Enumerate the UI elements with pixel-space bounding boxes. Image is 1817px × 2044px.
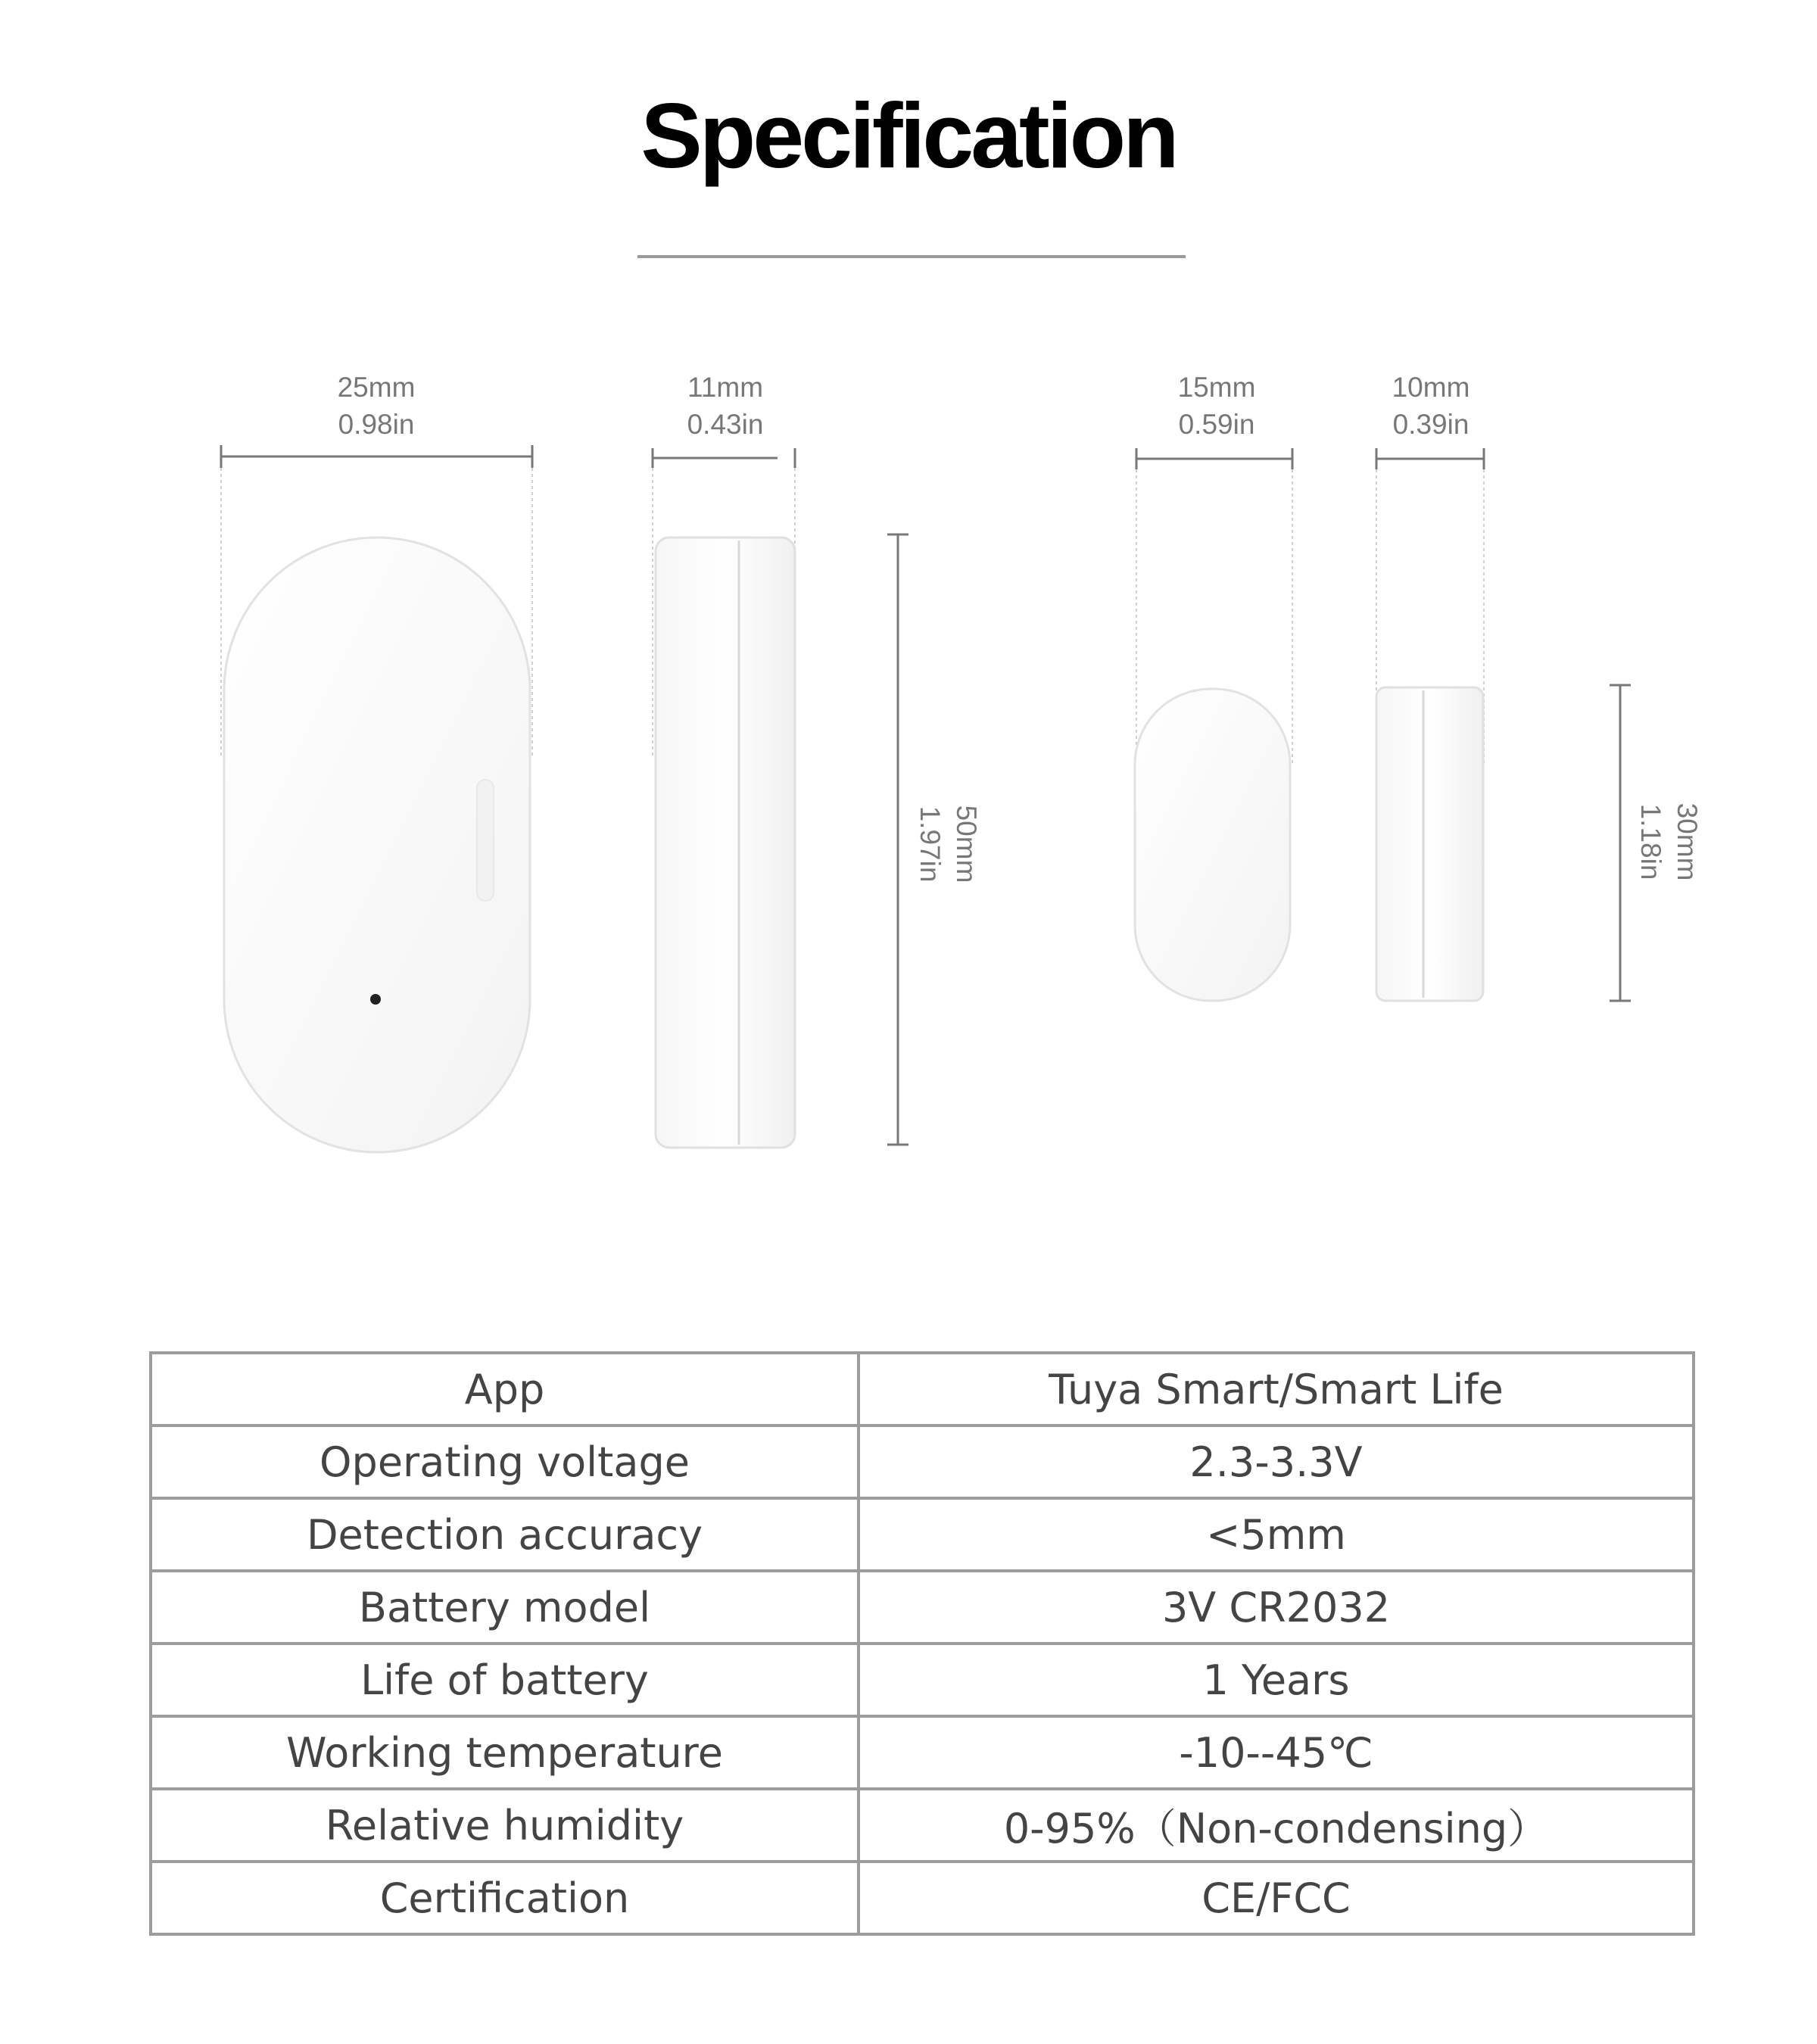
- magnet-height-dimension: [1610, 685, 1703, 1001]
- magnet-width-in-label: 0.59in: [1178, 409, 1255, 440]
- spec-label: Operating voltage: [151, 1426, 859, 1498]
- spec-value: <5mm: [859, 1498, 1694, 1571]
- spec-label: Battery model: [151, 1571, 859, 1644]
- sensor-width-in-label: 0.98in: [338, 409, 415, 440]
- table-row: [151, 1789, 1694, 1862]
- spec-value: 2.3-3.3V: [859, 1426, 1694, 1498]
- page-title: Specification: [640, 84, 1177, 187]
- sensor-front-view: [224, 537, 530, 1152]
- table-row: [151, 1498, 1694, 1571]
- table-row: [151, 1644, 1694, 1716]
- spec-label: Life of battery: [151, 1644, 859, 1716]
- magnet-height-mm-label: 30mm: [1672, 802, 1703, 881]
- magnet-depth-in-label: 0.39in: [1392, 409, 1469, 440]
- spec-table: [149, 1351, 1695, 1936]
- spec-value: Tuya Smart/Smart Life: [859, 1353, 1694, 1426]
- magnet-side-view: [1376, 687, 1483, 1001]
- sensor-height-mm-label: 50mm: [951, 805, 982, 883]
- table-row: [151, 1426, 1694, 1498]
- table-row: [151, 1716, 1694, 1789]
- magnet-front-view: [1135, 689, 1290, 1001]
- spec-label: Detection accuracy: [151, 1498, 859, 1571]
- spec-label: Working temperature: [151, 1716, 859, 1789]
- spec-label: Relative humidity: [151, 1789, 859, 1862]
- spec-value: CE/FCC: [859, 1862, 1694, 1934]
- sensor-depth-in-label: 0.43in: [687, 409, 764, 440]
- magnet-height-in-label: 1.18in: [1635, 803, 1666, 880]
- sensor-depth-mm-label: 11mm: [687, 372, 764, 403]
- sensor-width-mm-label: 25mm: [337, 372, 416, 403]
- magnet-width-mm-label: 15mm: [1177, 372, 1256, 403]
- spec-value: -10--45℃: [859, 1716, 1694, 1789]
- indicator-led-icon: [370, 994, 381, 1005]
- spec-value: 1 Years: [859, 1644, 1694, 1716]
- spec-label: App: [151, 1353, 859, 1426]
- spec-value: 3V CR2032: [859, 1571, 1694, 1644]
- table-row: [151, 1862, 1694, 1934]
- magnet-depth-mm-label: 10mm: [1392, 372, 1470, 403]
- spec-value: 0-95%（Non-condensing）: [859, 1789, 1694, 1862]
- spec-label: Certification: [151, 1862, 859, 1934]
- sensor-height-in-label: 1.97in: [915, 805, 946, 883]
- table-row: [151, 1353, 1694, 1426]
- table-row: [151, 1571, 1694, 1644]
- sensor-side-view: [656, 537, 795, 1148]
- sensor-height-dimension: [887, 534, 982, 1145]
